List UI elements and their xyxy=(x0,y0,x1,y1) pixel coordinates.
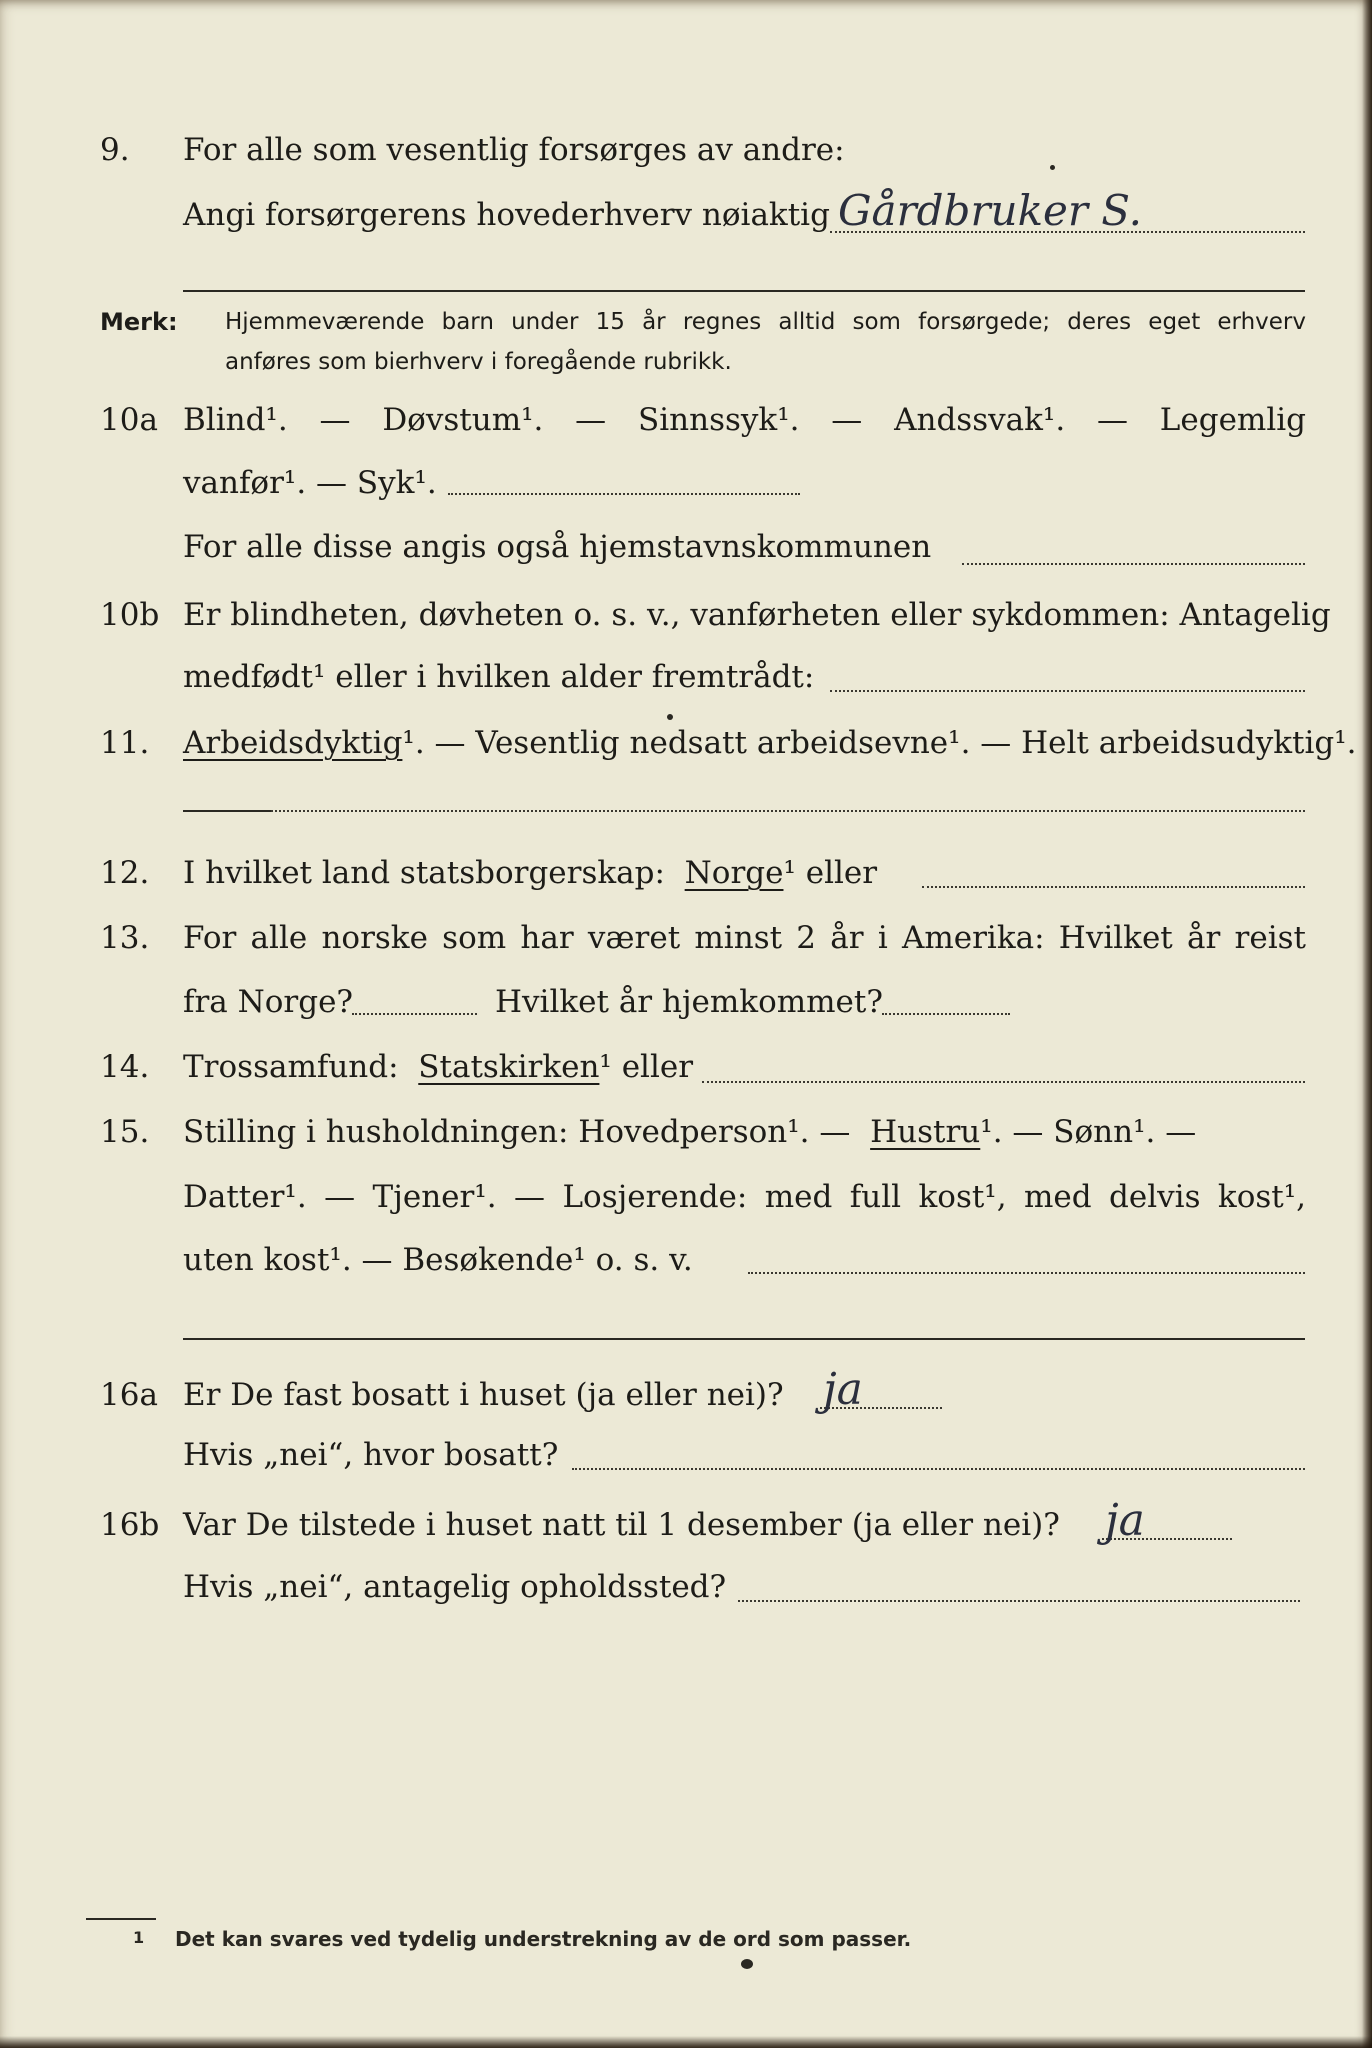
q13-line1 xyxy=(0,913,1372,963)
q15-option-hustru[interactable]: Hustru xyxy=(870,1114,981,1150)
q10a-line1 xyxy=(0,395,1372,445)
q16b-line1 xyxy=(0,1500,1372,1550)
q11-option-underlined[interactable]: Arbeidsdyktig xyxy=(183,725,403,761)
q16b-number: 16b xyxy=(100,1507,160,1543)
q15-line3 xyxy=(0,1235,1372,1285)
q12-suffix: ¹ eller xyxy=(783,855,878,891)
q11-number: 11. xyxy=(100,725,150,761)
q12-prefix: I hvilket land statsborgerskap: xyxy=(183,855,665,891)
ink-speck xyxy=(741,1959,753,1969)
q12-text xyxy=(183,848,877,898)
q13-text-2a: fra Norge? xyxy=(183,984,354,1020)
q12-option-norge[interactable]: Norge xyxy=(684,855,784,891)
q12-answer-line[interactable] xyxy=(922,884,1305,888)
q10a-line2 xyxy=(0,458,1372,508)
q14-number: 14. xyxy=(100,1049,150,1085)
q15-text-1 xyxy=(183,1107,1196,1157)
q12-line xyxy=(0,848,1372,898)
q10b-line1 xyxy=(0,590,1372,640)
q15-number: 15. xyxy=(100,1114,150,1150)
q13-line2 xyxy=(0,977,1372,1027)
q10a-text-2: vanfør¹. — Syk¹. xyxy=(183,465,437,501)
q15-line2 xyxy=(0,1172,1372,1222)
q16b-text-2: Hvis „nei“, antagelig opholdssted? xyxy=(183,1569,727,1605)
q16b-line2 xyxy=(0,1562,1372,1612)
q14-line xyxy=(0,1042,1372,1092)
footnote-text: Det kan svares ved tydelig understrekning av de ord som passer. xyxy=(175,1927,912,1951)
q10a-text-1: Blind¹. — Døvstum¹. — Sinnssyk¹. — Andssvak¹. — Legemlig xyxy=(183,402,1306,438)
q11-text xyxy=(183,718,1357,768)
q14-answer-line[interactable] xyxy=(702,1079,1305,1083)
q15-line1 xyxy=(0,1107,1372,1157)
q13-text-1: For alle norske som har været minst 2 år i Amerika: Hvilket år reist xyxy=(183,920,1306,956)
q14-suffix: ¹ eller xyxy=(599,1049,694,1085)
footnote-rule xyxy=(86,1918,156,1920)
q9-line1 xyxy=(0,125,1372,175)
ink-speck xyxy=(1050,165,1055,170)
q14-text xyxy=(183,1042,693,1092)
q9-text: For alle som vesentlig forsørges av andre: xyxy=(183,132,845,168)
q10b-answer-line[interactable] xyxy=(830,688,1305,692)
q14-prefix: Trossamfund: xyxy=(183,1049,399,1085)
page-edge-shadow xyxy=(1362,0,1372,2048)
q11-rest: ¹. — Vesentlig nedsatt arbeidsevne¹. — Helt arbeidsudyktig¹. xyxy=(402,725,1357,761)
q14-option-statskirken[interactable]: Statskirken xyxy=(418,1049,600,1085)
q15-answer-line[interactable] xyxy=(748,1270,1305,1274)
q16b-handwritten-answer: ja xyxy=(1105,1495,1145,1546)
q16a-number: 16a xyxy=(100,1377,158,1413)
q11-answer-line[interactable] xyxy=(271,808,1305,812)
merk-text-2: anføres som bierhverv i foregående rubrikk. xyxy=(225,349,732,375)
q10a-number: 10a xyxy=(100,402,158,438)
q15-text-2: Datter¹. — Tjener¹. — Losjerende: med full kost¹, med delvis kost¹, xyxy=(183,1179,1306,1215)
q13-text-2b: Hvilket år hjemkommet? xyxy=(495,984,883,1020)
q10b-number: 10b xyxy=(100,597,160,633)
footnote-mark: 1 xyxy=(133,1928,145,1947)
q9-number: 9. xyxy=(100,132,130,168)
q16a-bosatt-answer-line[interactable] xyxy=(572,1466,1305,1470)
q9-label: Angi forsørgerens hovederhverv nøiaktig xyxy=(183,197,830,233)
q16b-opholdssted-answer-line[interactable] xyxy=(738,1598,1300,1602)
q9-blank-line xyxy=(183,290,1305,292)
q11-solid-line xyxy=(183,810,271,812)
q16a-handwritten-answer: ja xyxy=(823,1364,863,1415)
page-edge-shadow xyxy=(0,2036,1372,2048)
q10a-kommune-answer-line[interactable] xyxy=(962,561,1305,565)
q15-blank-line xyxy=(183,1338,1305,1340)
q16a-line1 xyxy=(0,1370,1372,1420)
q16b-text-1: Var De tilstede i huset natt til 1 desember (ja eller nei)? xyxy=(183,1507,1060,1543)
q13-number: 13. xyxy=(100,920,150,956)
q13-hjemkommet-answer-line[interactable] xyxy=(882,1011,1010,1015)
q9-handwritten-answer: Gårdbruker S. xyxy=(838,186,1142,235)
q10b-line2 xyxy=(0,652,1372,702)
merk-line1 xyxy=(0,302,1372,342)
q10b-text-2: medfødt¹ eller i hvilken alder fremtrådt: xyxy=(183,659,815,695)
merk-text-1: Hjemmeværende barn under 15 år regnes alltid som forsørgede; deres eget erhverv xyxy=(225,309,1306,335)
merk-label: Merk: xyxy=(100,308,178,336)
q10a-syk-answer-line[interactable] xyxy=(448,491,800,495)
ink-speck xyxy=(667,714,673,720)
q10b-text-1: Er blindheten, døvheten o. s. v., vanførheten eller sykdommen: Antagelig xyxy=(183,597,1331,633)
q15-prefix: Stilling i husholdningen: Hovedperson¹. — xyxy=(183,1114,851,1150)
q16a-text-2: Hvis „nei“, hvor bosatt? xyxy=(183,1437,559,1473)
merk-line2 xyxy=(0,342,1372,382)
q11-line xyxy=(0,718,1372,768)
q10a-text-3: For alle disse angis også hjemstavnskommunen xyxy=(183,529,932,565)
q16a-text-1: Er De fast bosatt i huset (ja eller nei)? xyxy=(183,1377,784,1413)
q15-text-3: uten kost¹. — Besøkende¹ o. s. v. xyxy=(183,1242,693,1278)
q13-reist-answer-line[interactable] xyxy=(352,1011,477,1015)
q12-number: 12. xyxy=(100,855,150,891)
q16a-line2 xyxy=(0,1430,1372,1480)
q15-suffix: ¹. — Sønn¹. — xyxy=(980,1114,1197,1150)
